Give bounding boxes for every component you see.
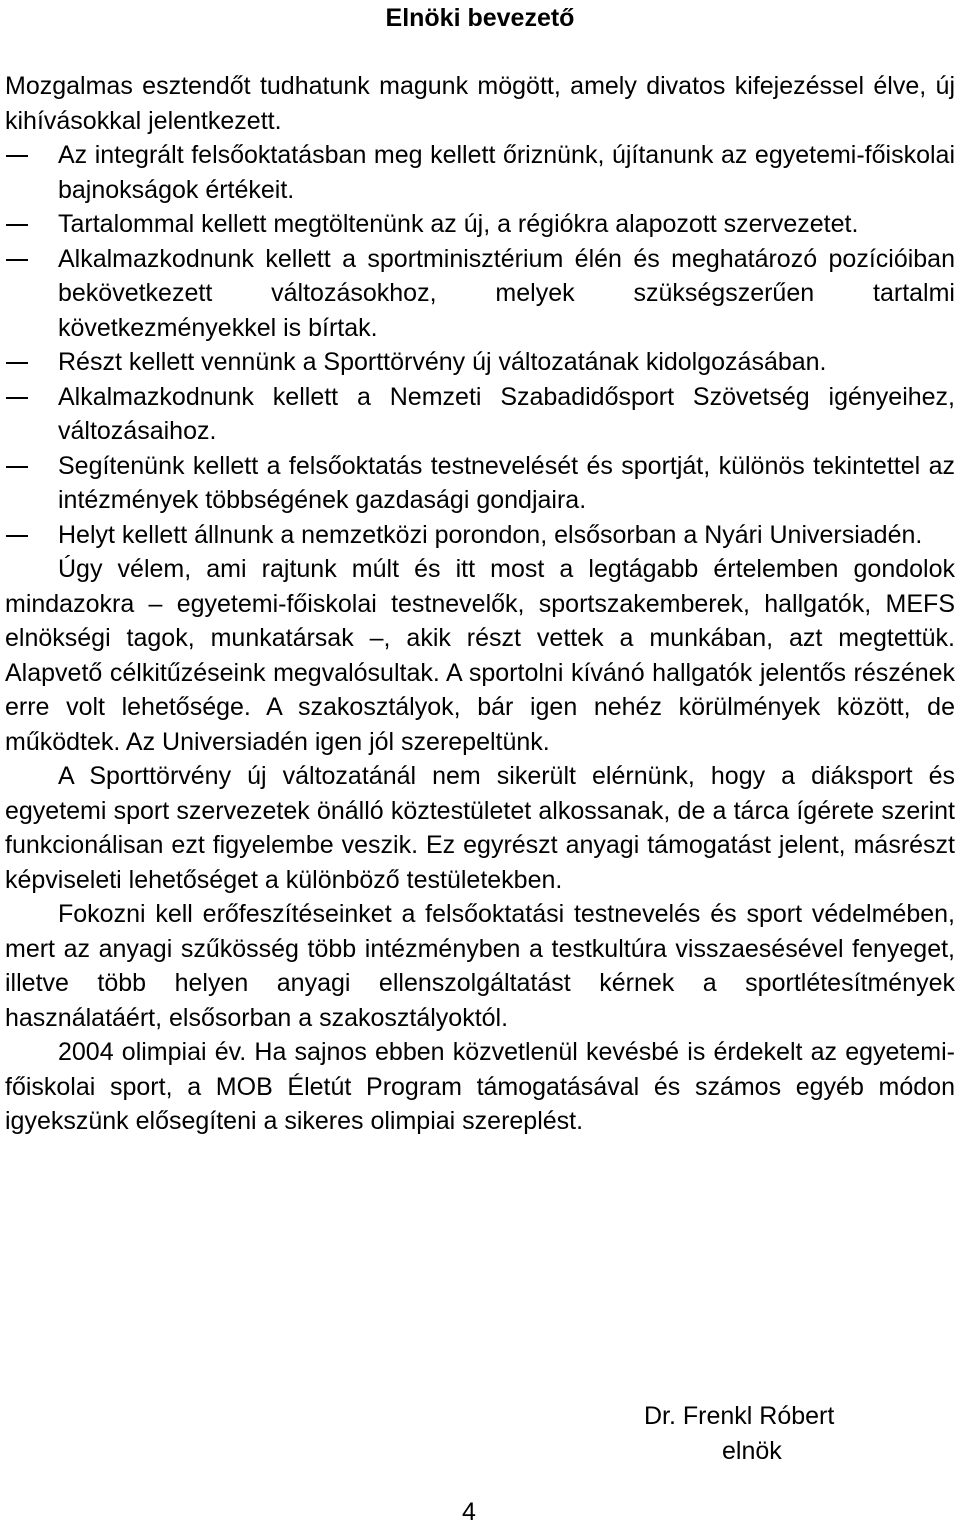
- signature-name: Dr. Frenkl Róbert: [644, 1402, 835, 1430]
- bullet-text: Helyt kellett állnunk a nemzetközi porondon, elsősorban a Nyári Universiadén.: [58, 520, 923, 549]
- dash-bullet-icon: [6, 466, 28, 468]
- dash-bullet-icon: [6, 535, 28, 537]
- dash-bullet-icon: [6, 362, 28, 364]
- bullet-list: [5, 138, 955, 552]
- bullet-item: [5, 345, 955, 380]
- page-number: 4: [462, 1498, 476, 1526]
- bullet-text: Részt kellett vennünk a Sporttörvény új változatának kidolgozásában.: [58, 348, 827, 376]
- document-page: [5, 0, 955, 1139]
- dash-bullet-icon: [6, 224, 28, 226]
- body-paragraph: A Sporttörvény új változatánál nem sikerült elérnünk, hogy a diáksport és egyetemi sport szervezetek önálló köztestületet alkossanak, de a tárca ígérete szerint funkcionálisan ezt figyelembe veszik. Ez egyrészt anyagi támogatást jelent, másrészt képviseleti lehetőséget a különböző testületekben.: [5, 762, 955, 894]
- bullet-item: [5, 518, 955, 553]
- intro-paragraph: Mozgalmas esztendőt tudhatunk magunk mögött, amely divatos kifejezéssel élve, új kihívásokkal jelentkezett.: [5, 72, 955, 135]
- dash-bullet-icon: [6, 397, 28, 399]
- dash-bullet-icon: [6, 155, 28, 157]
- page-title: Elnöki bevezető: [385, 4, 575, 32]
- bullet-item: [5, 207, 955, 242]
- document-body: [5, 69, 955, 1139]
- bullet-item: [5, 380, 955, 449]
- bullet-item: [5, 449, 955, 518]
- signature-role: elnök: [722, 1437, 782, 1465]
- bullet-text: Alkalmazkodnunk kellett a sportminisztérium élén és meghatározó pozícióiban bekövetkezett változásokhoz, melyek szükségszerűen tartalmi következményekkel is bírtak.: [58, 244, 955, 342]
- bullet-text: Tartalommal kellett megtöltenünk az új, a régiókra alapozott szervezetet.: [58, 210, 859, 238]
- bullet-text: Az integrált felsőoktatásban meg kellett őriznünk, újítanunk az egyetemi-főiskolai bajnokságok értékeit.: [58, 141, 955, 204]
- dash-bullet-icon: [6, 259, 28, 261]
- body-paragraph: Úgy vélem, ami rajtunk múlt és itt most a legtágabb értelemben gondolok mindazokra – egyetemi-főiskolai testnevelők, sportszakemberek, hallgatók, MEFS elnökségi tagok, munkatársak –, akik részt vettek a munkában, azt megtettük. Alapvető célkitűzéseink megvalósultak. A sportolni kívánó hallgatók jelentős részének erre volt lehetősége. A szakosztályok, bár igen nehéz körülmények között, de működtek. Az Universiadén igen jól szerepeltünk.: [5, 555, 955, 756]
- body-paragraph: Fokozni kell erőfeszítéseinket a felsőoktatási testnevelés és sport védelmében, mert az anyagi szűkösség több intézményben a testkultúra visszaesésével fenyeget, illetve több helyen anyagi ellenszolgáltatást kérnek a sportlétesítmények használatáért, elsősorban a szakosztályoktól.: [5, 900, 955, 1032]
- bullet-text: Segítenünk kellett a felsőoktatás testnevelését és sportját, különös tekintettel az intézmények többségének gazdasági gondjaira.: [58, 451, 955, 514]
- bullet-text: Alkalmazkodnunk kellett a Nemzeti Szabadidősport Szövetség igényeihez, változásaihoz.: [58, 382, 955, 445]
- bullet-item: [5, 138, 955, 207]
- bullet-item: [5, 242, 955, 346]
- body-paragraph: 2004 olimpiai év. Ha sajnos ebben közvetlenül kevésbé is érdekelt az egyetemi-főiskolai sport, a MOB Életút Program támogatásával és számos egyéb módon igyekszünk elősegíteni a sikeres olimpiai szereplést.: [5, 1038, 955, 1135]
